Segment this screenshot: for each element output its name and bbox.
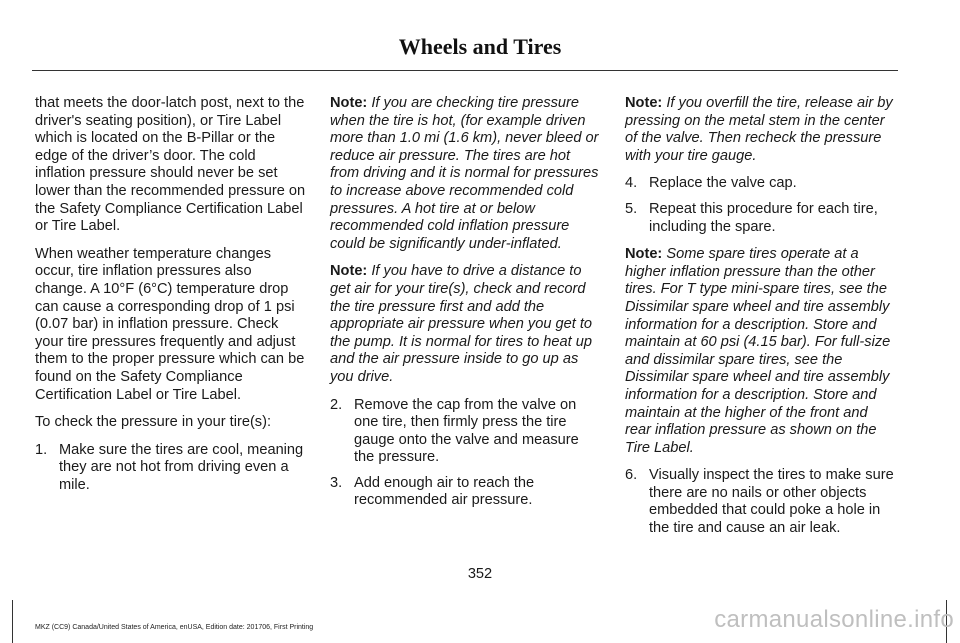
note [330,263,602,386]
paragraph: that meets the door-latch post, next to the driver's seating position), or Tire Label which is located on the B-Pillar or the edge of the driver’s door. The cold inflation pressure should never be set lower than the recommended pressure on the Safety Compliance Certification Label or Tire Label. [35,95,306,235]
page-title: Wheels and Tires [398,34,562,59]
list-item [35,442,307,495]
steps-list [625,467,897,537]
edition-info: MKZ (CC9) Canada/United States of America, enUSA, Edition date: 201706, First Printing [35,624,314,631]
step-number: 4. [625,175,638,192]
header-rule [32,70,898,71]
paragraph: To check the pressure in your tire(s): [35,414,272,431]
note-text: Some spare tires operate at a higher inflation pressure than the other tires. For T type mini-spare tires, see the Dissimilar spare wheel and tire assembly information for a description. Store and maintain at 60 psi (4.15 bar). For full-size and dissimilar spare tires, see the Dissimilar spare wheel and tire assembly information for a description. Store and maintain at the higher of the front and rear inflation pressure as shown on the Tire Label. [625,246,891,456]
note-label: Note: [330,263,368,280]
step-text: Repeat this procedure for each tire, including the spare. [649,200,878,235]
column-2 [330,95,602,520]
step-text: Make sure the tires are cool, meaning they are not hot from driving even a mile. [59,441,304,493]
note-text: If you have to drive a distance to get air for your tire(s), check and record the tire pressure first and add the appropriate air pressure when you get to the pump. It is normal for tires to heat up and the air pressure inside to go up as you drive. [330,263,593,385]
watermark: carmanualsonline.info [714,606,954,633]
column-1 [35,95,307,504]
step-text: Remove the cap from the valve on one tire, then firmly press the tire gauge onto the valve and measure the pressure. [354,396,579,466]
step-number: 2. [330,396,343,413]
note-label: Note: [625,95,663,111]
list-item [330,397,602,467]
step-number: 1. [35,441,48,458]
list-item [330,475,602,510]
note-label: Note: [625,246,663,263]
steps-list [330,397,602,511]
list-item [625,467,897,537]
step-text: Add enough air to reach the recommended air pressure. [354,474,535,509]
note-label: Note: [330,95,368,111]
note-text: If you are checking tire pressure when the tire is hot, (for example driven more than 1.0 mi (1.6 km), never bleed or reduce air pressure. The tires are hot from driving and it is normal for pressures to increase above recommended cold pressures. A hot tire at or below recommended cold inflation pressure could be significantly under-inflated. [330,95,599,252]
step-text: Replace the valve cap. [649,175,797,192]
paragraph: When weather temperature changes occur, tire inflation pressures also change. A 10°F (6°C) temperature drop can cause a corresponding drop of 1 psi (0.07 bar) in inflation pressure. Check your tire pressures frequently and adjust them to the proper pressure which can be found on the Safety Compliance Certification Label or Tire Label. [35,245,305,403]
crop-mark-left [12,600,13,643]
step-number: 6. [625,467,638,484]
page-number: 352 [467,566,493,582]
step-text: Visually inspect the tires to make sure there are no nails or other objects embedded that could poke a hole in the tire and cause an air leak. [649,467,894,537]
note [625,246,897,457]
steps-list [625,175,897,236]
list-item [625,175,897,193]
note-text: If you overfill the tire, release air by pressing on the metal stem in the center of the valve. Then recheck the pressure with your tire gauge. [625,95,893,164]
list-item [625,201,897,236]
step-number: 5. [625,200,638,217]
note [330,95,602,253]
column-3 [625,95,897,548]
steps-list [35,442,307,495]
step-number: 3. [330,474,343,491]
note [625,95,897,165]
